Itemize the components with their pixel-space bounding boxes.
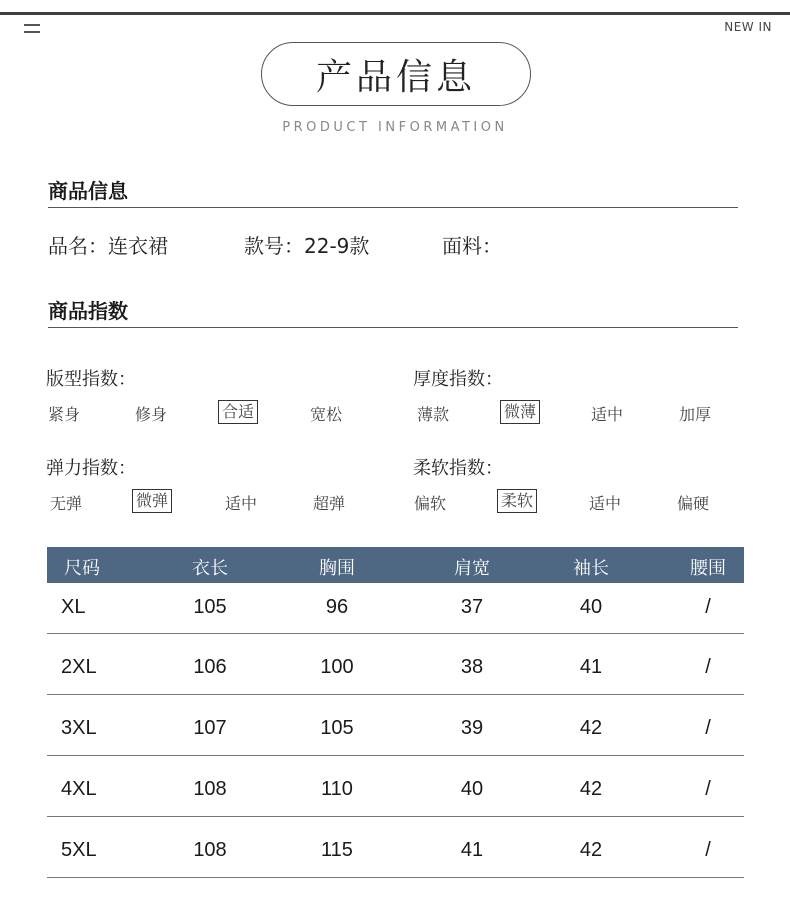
menu-icon[interactable] [24,24,40,34]
index-option: 修身 [135,405,168,424]
index-option: 适中 [591,405,624,424]
index-option: 适中 [225,494,258,513]
table-row [47,756,744,817]
table-cell: 42 [579,839,603,861]
column-header: 尺码 [64,558,100,579]
table-cell: / [705,778,711,800]
product-model: 款号：22-9款 [244,234,370,258]
index-option: 加厚 [679,405,712,424]
table-cell: 100 [320,656,354,678]
product-fabric: 面料： [442,234,502,258]
column-header: 衣长 [192,558,228,579]
index-label: 弹力指数： [46,458,136,479]
column-header: 肩宽 [454,558,490,579]
table-cell: / [705,839,711,861]
index-option-selected: 合适 [218,400,258,424]
product-index-title: 商品指数 [48,299,128,323]
table-cell: 40 [460,778,484,800]
index-option-selected: 微弹 [132,489,172,513]
column-header: 胸围 [319,558,355,579]
index-option-selected: 柔软 [497,489,537,513]
index-option: 薄款 [417,405,450,424]
index-option: 宽松 [310,405,343,424]
index-option: 超弹 [313,494,346,513]
table-cell: 4XL [61,778,97,800]
table-cell: 106 [193,656,227,678]
column-header: 腰围 [690,558,726,579]
table-cell: 42 [579,778,603,800]
table-cell: 107 [193,717,227,739]
index-label: 厚度指数： [413,369,503,390]
product-name: 品名：连衣裙 [48,234,168,258]
product-info-title: 商品信息 [48,179,128,203]
table-cell: 5XL [61,839,97,861]
index-option: 适中 [589,494,622,513]
table-cell: 40 [579,596,603,618]
table-cell: 2XL [61,656,97,678]
section-divider [48,327,738,328]
table-cell: 108 [193,839,227,861]
index-option: 偏硬 [677,494,710,513]
product-info-row [48,230,502,259]
table-cell: 37 [460,596,484,618]
index-option: 无弹 [50,494,83,513]
table-cell: 42 [579,717,603,739]
table-row [47,583,744,634]
table-cell: 110 [321,778,353,800]
table-cell: 105 [193,596,227,618]
page-title: 产品信息 [261,42,531,106]
column-header: 袖长 [573,558,609,579]
index-option-selected: 微薄 [500,400,540,424]
table-row [47,695,744,756]
table-cell: / [705,596,711,618]
index-option: 紧身 [48,405,81,424]
table-row [47,817,744,878]
page-subtitle: PRODUCT INFORMATION [282,120,508,135]
table-body [47,583,744,878]
table-header [47,547,744,583]
index-option: 偏软 [414,494,447,513]
table-cell: 3XL [61,717,97,739]
table-cell: 41 [460,839,484,861]
table-cell: 38 [460,656,484,678]
section-divider [48,207,738,208]
top-rule [0,12,790,15]
size-table [47,547,744,878]
index-label: 版型指数： [46,369,136,390]
table-cell: / [705,656,711,678]
index-label: 柔软指数： [413,458,503,479]
table-cell: 108 [193,778,227,800]
table-cell: / [705,717,711,739]
table-cell: 115 [321,839,353,861]
new-in-label: NEW IN [724,20,772,34]
table-cell: 39 [460,717,484,739]
table-cell: 96 [325,596,349,618]
table-cell: 41 [579,656,603,678]
table-cell: XL [61,596,86,618]
table-cell: 105 [320,717,354,739]
table-row [47,634,744,695]
